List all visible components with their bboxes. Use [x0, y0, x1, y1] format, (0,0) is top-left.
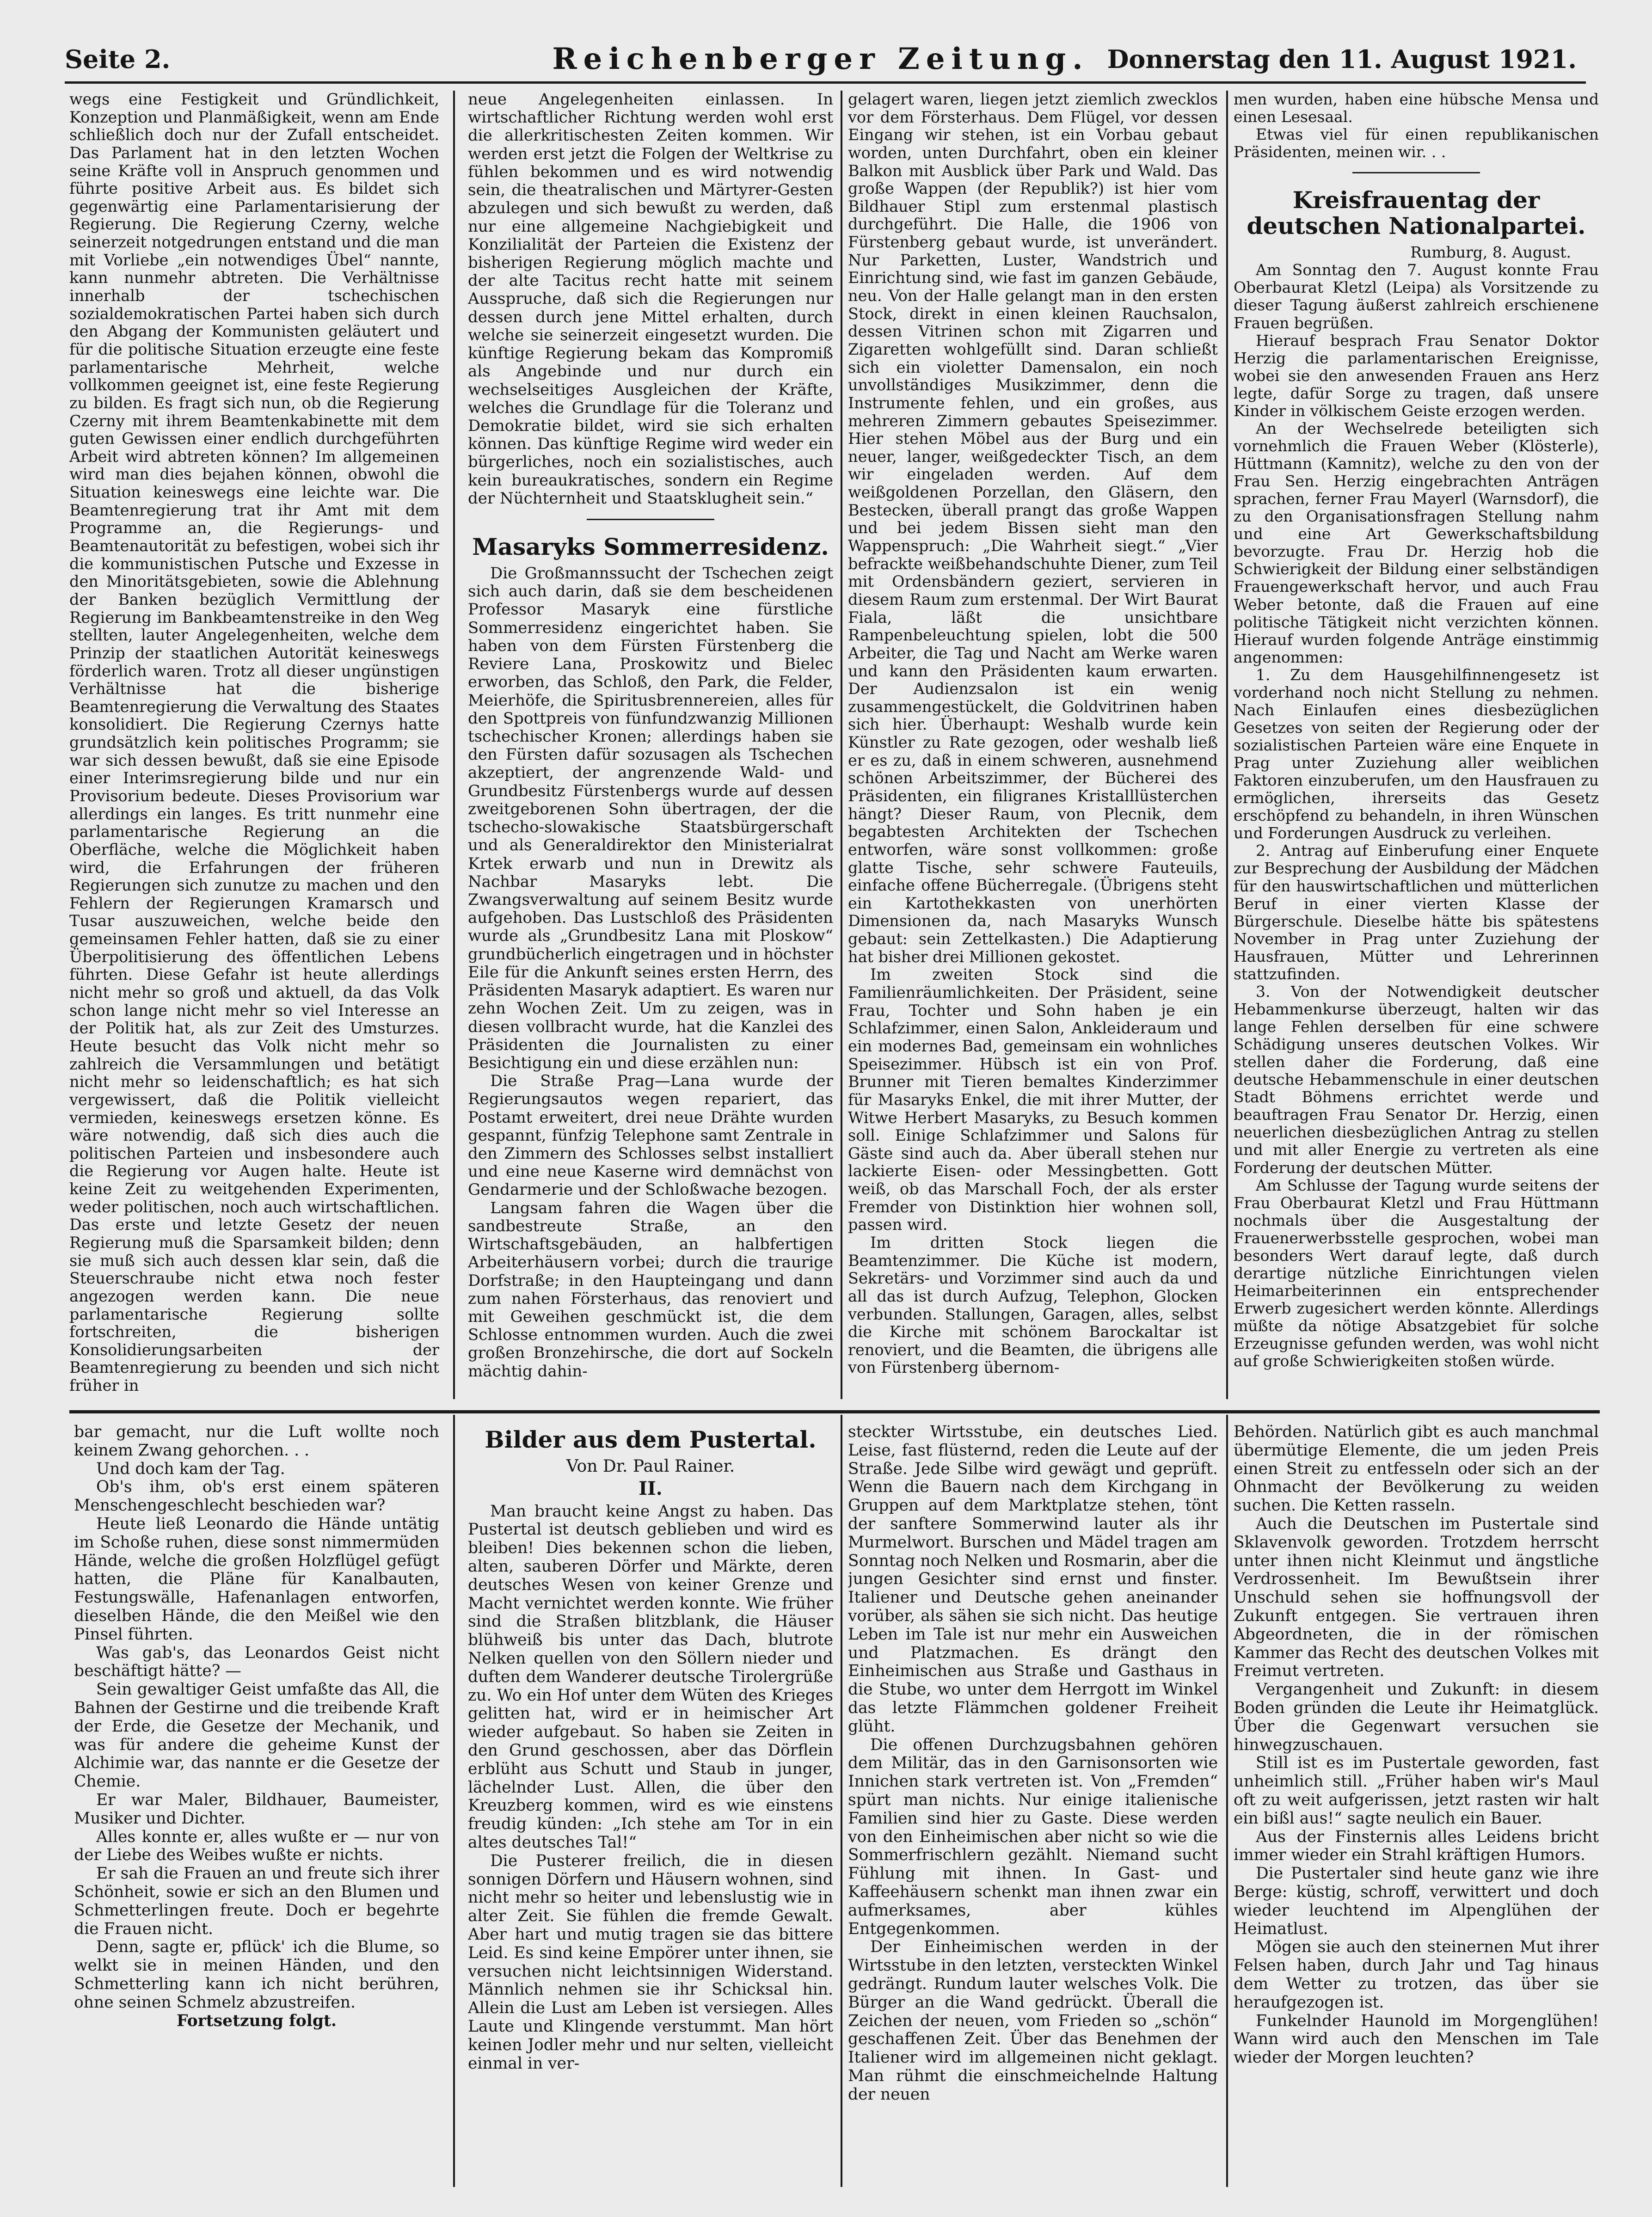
feuilleton-paragraph: Mögen sie auch den steinernen Mut ihrer Felsen haben, durch Jahr und Tag hinaus dem Wetter zu trotzen, das über sie heraufgezogen ist. — [1234, 1938, 1599, 2012]
article-paragraph: Die Großmannssucht der Tschechen zeigt sich auch darin, daß sie dem bescheidenen Professor Masaryk eine fürstliche Sommerresidenz eingerichtet haben. Sie haben von dem Fürsten Fürstenberg die Reviere Lana, Proskowitz und Bielec erworben, das Schloß, den Park, die Felder, Meierhöfe, die Spiritusbrennereien, alles für den Spottpreis von fünfundzwanzig Millionen tschechischer Kronen; allerdings haben sie den Fürsten dafür sozusagen als Tschechen akzeptiert, der angrenzende Wald- und Grundbesitz Fürstenbergs wurde auf dessen zweitgeborenen Sohn übertragen, der die tschecho-slowakische Staatsbürgerschaft und als Generaldirektor den Ministerialrat Krtek erwarb und nun in Drewitz als Nachbar Masaryks lebt. Die Zwangsverwaltung auf seinem Besitz wurde aufgehoben. Das Lustschloß des Präsidenten wurde als „Grundbesitz Lana mit Ploskow“ grundbücherlich eingetragen und in höchster Eile für die Ankunft seines ersten Herrn, des Präsidenten Masaryk adaptiert. Es waren nur zehn Wochen Zeit. Um zu zeigen, was in diesen vollbracht wurde, hat die Kanzlei des Präsidenten die Journalisten zu einer Besichtigung ein und diese erzählen nun: — [468, 564, 833, 1072]
newspaper-masthead: Reichenberger Zeitung. — [552, 42, 1089, 76]
motion-item: 1. Zu dem Hausgehilfinnengesetz ist vorderhand noch nicht Stellung zu nehmen. Nach Einlaufen eines diesbezüglichen Gesetzes von seiten der Regierung oder der sozialistischen Parteien wäre eine Enquete in Prag unter Zuziehung aller weiblichen Faktoren einzuberufen, um den Hausfrauen zu ermöglichen, ihrerseits das Gesetz erschöpfend zu behandeln, in ihren Wünschen und Forderungen Ausdruck zu verleihen. — [1234, 665, 1599, 842]
motion-item: 2. Antrag auf Einberufung einer Enquete zur Besprechung der Ausbildung der Mädchen für den hauswirtschaftlichen und mütterlichen Beruf in einer vierten Klasse der Bürgerschule. Dieselbe hätte bis spätestens November in Prag unter Zuziehung der Hausfrauen, Mütter und Lehrerinnen stattzufinden. — [1234, 841, 1599, 983]
article-paragraph: Am Schlusse der Tagung wurde seitens der Frau Oberbaurat Kletzl und Frau Hüttmann nochmals über die Ausgestaltung der Frauenerwerbsstelle gesprochen, wobei man besonders Wert darauf legte, daß durch derartige nützliche Einrichtungen vielen Heimarbeiterinnen ein entsprechender Erwerb zugesichert werden könnte. Allerdings müßte da nötige Absatzgebiet für solche Erzeugnisse gefunden werden, was wohl nicht auf große Schwierigkeiten stoßen würde. — [1234, 1176, 1599, 1370]
feuilleton-paragraph: Behörden. Natürlich gibt es auch manchmal übermütige Elemente, die um jeden Preis einen Streit zu entfesseln oder sich an der Ohnmacht der Bevölkerung zu weiden suchen. Die Ketten rasseln. — [1234, 1423, 1599, 1515]
column-rule — [841, 1415, 842, 2187]
column-1-paragraph: wegs eine Festigkeit und Gründlichkeit, Konzeption und Planmäßigkeit, wenn am Ende schließlich doch nur der Zufall entscheidet. Das Parlament hat in den letzten Wochen seine Kräfte voll in Anspruch genommen und führte positive Arbeit aus. Es bildet sich gegenwärtig eine Parlamentarisierung der Regierung. Die Regierung Czerny, welche seinerzeit notgedrungen entstand und die man mit Vorliebe „ein notwendiges Übel“ nannte, kann nunmehr abtreten. Die Verhältnisse innerhalb der tschechischen sozialdemokratischen Partei haben sich durch den Abgang der Kommunisten geläutert und für die politische Situation erzeugte eine feste parlamentarische Mehrheit, welche vollkommen geeignet ist, eine feste Regierung zu bilden. Es fragt sich nun, ob die Regierung Czerny mit ihrem Beamtenkabinette mit dem guten Gewissen einer endlich durchgeführten Arbeit wird abtreten können? Im allgemeinen wird man dies bejahen können, obwohl die Situation keineswegs eine leichte war. Die Beamtenregierung trat ihr Amt mit dem Programme an, die Regierungs- und Beamtenautorität zu befestigen, wobei sich ihr die kommunistischen Putsche und Exzesse in den Minoritätsgebieten, sowie die Ablehnung der Banken bezüglich Vermittlung der Regierung im Bankbeamtenstreike in den Weg stellten, lauter Angelegenheiten, welche dem Prinzip der staatlichen Autorität keineswegs förderlich waren. Trotz all dieser ungünstigen Verhältnisse hat die bisherige Beamtenregierung die Verwaltung des Staates konsolidiert. Die Regierung Czernys hatte grundsätzlich kein politisches Programm; sie war sich dessen bewußt, daß sie eine Episode einer Interimsregierung bilde und nur ein Provisorium bedeute. Dieses Provisorium war allerdings ein langes. Es tritt nunmehr eine parlamentarische Regierung an die Oberfläche, welche die Möglichkeit haben wird, die Erfahrungen der früheren Regierungen sich zunutze zu machen und den Fehlern der Regierungen Kramarsch und Tusar auszuweichen, welche beide den gemeinsamen Fehler hatten, daß sie zu einer Überpolitisierung des öffentlichen Lebens führten. Diese Gefahr ist heute allerdings nicht mehr so groß und aktuell, da das Volk schon lange nicht mehr so viel Interesse an der Politik hat, als zur Zeit des Umsturzes. Heute besucht das Volk nicht mehr so zahlreich die Versammlungen und betätigt nicht mehr so leidenschaftlich; es hat sich vergewissert, daß die Politik vielleicht vermieden, keineswegs ersetzen könne. Es wäre notwendig, daß sich dies auch die politischen Parteien und insbesondere auch die Regierung vor Augen halte. Heute ist keine Zeit zu weitgehenden Experimenten, weder politischen, noch auch wirtschaftlichen. Das erste und letzte Gesetz der neuen Regierung muß die Sparsamkeit bilden; denn sie muß sich auch dessen klar sein, daß die Steuerschraube nicht etwa noch fester angezogen werden kann. Die neue parlamentarische Regierung sollte fortschreiten, die bisherigen Konsolidierungsarbeiten der Beamtenregierung zu beenden und sich nicht früher in — [69, 91, 439, 1394]
issue-date: Donnerstag den 11. August 1921. — [1107, 44, 1577, 74]
feuilleton-paragraph: steckter Wirtsstube, ein deutsches Lied. Leise, fast flüsternd, reden die Leute auf der Straße. Jede Silbe wird gewägt und geprüft. Wenn die Bauern nach dem Kirchgang in Gruppen auf dem Marktplatze stehen, tönt der sanftere Sommerwind lauter als ihr Murmelwort. Burschen und Mädel tragen am Sonntag noch Nelken und Rosmarin, aber die jungen Gesichter sind ernst und finster. Italiener und Deutsche gehen aneinander vorüber, als sähen sie sich nicht. Das heutige Leben im Tale ist nur mehr ein Ausweichen und Platzmachen. Es drängt den Einheimischen aus Straße und Gasthaus in die Stube, wo unter dem Herrgott im Winkel das letzte Flämmchen goldener Freiheit glüht. — [848, 1423, 1218, 1736]
article-paragraph: Langsam fahren die Wagen über die sandbestreute Straße, an den Wirtschaftsgebäuden, an halbfertigen Arbeiterhäusern vorbei; durch die traurige Dorfstraße; in den Haupteingang und dann zum nahen Försterhaus, das renoviert und mit Geweihen geschmückt ist, die dem Schlosse entnommen wurden. Auch die zwei großen Bronzehirsche, die dort auf Sockeln mächtig dahin- — [468, 1198, 833, 1381]
feuilleton-rule — [69, 1410, 1600, 1413]
column-3 — [848, 91, 1218, 1394]
article-paragraph: Hierauf besprach Frau Senator Doktor Herzig die parlamentarischen Ereignisse, wobei sie den anwesenden Frauen ans Herz legte, dafür Sorge zu tragen, daß unsere Kinder in völkischem Geiste erzogen werden. — [1234, 331, 1599, 420]
feuilleton-paragraph: Alles konnte er, alles wußte er — nur von der Liebe des Weibes wußte er nichts. — [74, 1827, 439, 1865]
column-rule — [453, 1415, 455, 2187]
column-3-paragraph: gelagert waren, liegen jetzt ziemlich zwecklos vor dem Försterhaus. Dem Flügel, vor dessen Eingang wir stehen, ist ein Vorbau gebaut worden, unten Durchfahrt, oben ein kleiner Balkon mit Ausblick über Park und Wald. Das große Wappen (der Republik?) ist hier vom Bildhauer Stipl zum erstenmal plastisch durchgeführt. Die Halle, die 1906 von Fürstenberg gebaut wurde, ist unverändert. Nur Parketten, Luster, Wandstrich und Einrichtung sind, wie fast im ganzen Gebäude, neu. Von der Halle gelangt man in den ersten Stock, direkt in einen kleinen Rauchsalon, dessen Vitrinen schon mit Zigarren und Zigaretten wohlgefüllt sind. Daran schließt sich ein violetter Damensalon, ein noch unvollständiges Musikzimmer, denn die Instrumente fehlen, und ein großes, aus mehreren Zimmern gebautes Speisezimmer. Hier stehen Möbel aus der Burg und ein neuer, langer, weißgedeckter Tisch, an dem wir eingeladen werden. Auf dem weißgoldenen Porzellan, den Gläsern, den Bestecken, überall prangt das große Wappen und bei jedem Bissen sieht man den Wappenspruch: „Die Wahrheit siegt.“ „Vier befrackte weißbehandschuhte Diener, zum Teil mit Ordensbändern geziert, servieren in diesem Raum zum erstenmal. Der Wirt Baurat Fiala, läßt die unsichtbare Rampenbeleuchtung spielen, lobt die 500 Arbeiter, die Tag und Nacht am Werke waren und kann den Präsidenten kaum erwarten. Der Audienzsalon ist ein wenig zusammengestückelt, die Goldvitrinen haben sich hier. Überhaupt: Weshalb wurde kein Künstler zu Rate gezogen, oder weshalb ließ er es zu, daß in einem schweren, ausnehmend schönen Arbeitszimmer, der Bücherei des Präsidenten, ein filigranes Kristalllüsterchen hängt? Dieser Raum, von Plecnik, dem begabtesten Architekten der Tschechen entworfen, wäre sonst vollkommen: große glatte Tische, sehr schwere Fauteuils, einfache offene Bücherregale. (Übrigens steht ein Kartothekkasten von unerhörten Dimensionen da, nach Masaryks Wunsch gebaut: sein Zettelkasten.) Die Adaptierung hat bisher drei Millionen gekostet. — [848, 91, 1218, 966]
feuilleton-paragraph: Still ist es im Pustertale geworden, fast unheimlich still. „Früher haben wir's Maul oft zu weit aufgerissen, jetzt rasten wir halt ein bißl aus!“ sagte neulich ein Bauer. — [1234, 1754, 1599, 1828]
column-1 — [69, 91, 439, 1394]
column-2 — [468, 91, 833, 1394]
feuilleton-title: Bilder aus dem Pustertal. — [485, 1426, 817, 1453]
column-3-paragraph: Im zweiten Stock sind die Familienräumlichkeiten. Der Präsident, seine Frau, Tochter und Sohn haben je ein Schlafzimmer, einen Salon, Ankleideraum und ein modernes Bad, gemeinsam ein wohnliches Speisezimmer. Hübsch ist ein von Prof. Brunner mit Tieren bemaltes Kinderzimmer für Masaryks Enkel, die mit ihrer Mutter, der Witwe Herbert Masaryks, zu Besuch kommen soll. Einige Schlafzimmer und Salons für Gäste sind auch da. Aber überall stehen nur lackierte Eisen- oder Messingbetten. Gott weiß, ob das Marschall Foch, der als erster Fremder von Distinktion hier wohnen soll, passen wird. — [848, 965, 1218, 1234]
article-dateline: Rumburg, 8. August. — [1410, 243, 1571, 262]
feuilleton-column-2 — [468, 1423, 833, 2181]
feuilleton-paragraph: Was gab's, das Leonardos Geist nicht beschäftigt hätte? — — [74, 1643, 439, 1681]
column-rule — [1226, 1415, 1228, 2187]
column-4 — [1234, 91, 1599, 1394]
column-3-paragraph: Im dritten Stock liegen die Beamtenzimmer. Die Küche ist modern, Sekretärs- und Vorzimmer sind auch da und all das ist durch Aufzug, Telephon, Glocken verbunden. Stallungen, Garagen, alles, selbst die Kirche mit schönem Barockaltar ist renoviert, und die Beamten, die übrigens alle von Fürstenberg übernom- — [848, 1234, 1218, 1377]
article-separator — [587, 519, 715, 520]
feuilleton-column-4 — [1234, 1423, 1599, 2181]
feuilleton-paragraph: Funkelnder Haunold im Morgenglühen! Wann wird auch den Menschen im Tale wieder der Morgen leuchten? — [1234, 2011, 1599, 2067]
feuilleton-paragraph: Die Pustertaler sind heute ganz wie ihre Berge: küstig, schroff, verwittert und doch wieder leuchtend im Alpenglühen der Heimatlust. — [1234, 1864, 1599, 1938]
feuilleton-paragraph: Heute ließ Leonardo die Hände untätig im Schoße ruhen, diese sonst nimmermüden Hände, welche die großen Holzflügel gefügt hatten, die Pläne für Kanalbauten, Festungswälle, Hafenanlagen entworfen, dieselben Hände, die den Meißel wie den Pinsel führten. — [74, 1514, 439, 1644]
column-2-paragraph: neue Angelegenheiten einlassen. In wirtschaftlicher Richtung werden wohl erst die allerkritischesten Zeiten kommen. Wir werden erst jetzt die Folgen der Weltkrise zu fühlen bekommen und es wird notwendig sein, die theatralischen und Märtyrer-Gesten abzulegen und sich bewußt zu werden, daß nur eine allgemeine Nachgiebigkeit und Konzilialität der Parteien die Existenz der bisherigen Regierung möglich machte und der alte Tacitus recht hatte mit seinem Ausspruche, daß sich die Regierungen nur dessen durch jene Mittel erhalten, durch welche sie seinerzeit eingesetzt wurden. Die künftige Regierung bekam das Kompromiß als Angebinde und nur durch ein wechselseitiges Ausgleichen der Kräfte, welches die Grundlage für die Toleranz und Demokratie bildet, wird sie sich erhalten können. Das künftige Regime wird weder ein bürgerliches, noch ein sozialistisches, auch kein bureaukratisches, sondern ein Regime der Nüchternheit und Staatsklugheit sein.“ — [468, 91, 833, 508]
feuilleton-paragraph: Sein gewaltiger Geist umfaßte das All, die Bahnen der Gestirne und die treibende Kraft der Erde, die Gesetze der Mechanik, und was für andere die geheime Kunst der Alchimie war, das nannte er die Gesetze der Chemie. — [74, 1680, 439, 1791]
article-paragraph: An der Wechselrede beteiligten sich vornehmlich die Frauen Weber (Klösterle), Hüttmann (Kamnitz), welche zu den von der Frau Sen. Herzig eingebrachten Anträgen sprachen, ferner Frau Mayerl (Warnsdorf), die zu den Organisationsfragen Stellung nahm und eine Art Gewerkschaftsbildung bevorzugte. Frau Dr. Herzig hob die Schwierigkeit der Bildung einer selbständigen Frauengewerkschaft hervor, und auch Frau Weber betonte, daß die Frauen auf eine politische Tätigkeit nicht verzichten können. Hierauf wurden folgende Anträge einstimmig angenommen: — [1234, 419, 1599, 666]
article-paragraph: Die Straße Prag—Lana wurde der Regierungsautos wegen repariert, das Postamt erweitert, drei neue Drähte wurden gespannt, fünfzig Telephone samt Zentrale in den Zimmern des Schlosses selbst installiert und eine neue Kaserne wird demnächst von Gendarmerie und der Schloßwache bezogen. — [468, 1072, 833, 1199]
feuilleton-paragraph: Und doch kam der Tag. — [96, 1459, 285, 1478]
feuilleton-column-1 — [74, 1423, 439, 2181]
column-4-paragraph: Etwas viel für einen republikanischen Präsidenten, meinen wir. . . — [1234, 125, 1599, 161]
column-rule — [1226, 91, 1228, 1399]
feuilleton-byline: Von Dr. Paul Rainer. — [566, 1457, 735, 1476]
feuilleton-paragraph: Die Pusterer freilich, die in diesen sonnigen Dörfern und Häusern wohnen, sind nicht mehr so heiter und lebenslustig wie in alter Zeit. Sie fühlen die fremde Gewalt. Aber hart und mutig tragen sie das bittere Leid. Es sind keine Empörer unter ihnen, sie versuchen nicht leichtsinnigen Widerstand. Männlich nehmen sie ihr Schicksal hin. Allein die Lust am Leben ist versiegen. Alles Laute und Klingende verstummt. Man hört keinen Jodler mehr und nur selten, vielleicht einmal in ver- — [468, 1851, 833, 2073]
feuilleton-column-3 — [848, 1423, 1218, 2181]
column-4-paragraph: men wurden, haben eine hübsche Mensa und einen Lesesaal. — [1234, 91, 1599, 126]
column-rule — [841, 91, 842, 1399]
column-rule — [453, 91, 455, 1399]
feuilleton-paragraph: Ob's ihm, ob's erst einem späteren Menschengeschlecht beschieden war? — [74, 1478, 439, 1515]
feuilleton-paragraph: Die offenen Durchzugsbahnen gehören dem Militär, das in den Garnisonsorten wie Innichen stark vertreten ist. Von „Fremden“ spürt man nichts. Nur einige italienische Familien sind hier zu Gaste. Diese werden von den Einheimischen aber nicht so wie die Sommerfrischlern gezählt. Niemand sucht Fühlung mit ihnen. In Gast- und Kaffeehäusern schenkt man ihnen zwar ein aufmerksames, aber kühles Entgegenkommen. — [848, 1735, 1218, 1938]
feuilleton-paragraph: Er sah die Frauen an und freute sich ihrer Schönheit, sowie er sich an den Blumen und Schmetterlingen freute. Doch er begehrte die Frauen nicht. — [74, 1864, 439, 1938]
article-title-masaryk: Masaryks Sommerresidenz. — [472, 533, 829, 561]
feuilleton-paragraph: Er war Maler, Bildhauer, Baumeister, Musiker und Dichter. — [74, 1790, 439, 1828]
continuation-note: Fortsetzung folgt. — [177, 2011, 337, 2030]
feuilleton-paragraph: Aus der Finsternis alles Leidens bricht immer wieder ein Strahl kräftigen Humors. — [1234, 1827, 1599, 1865]
feuilleton-paragraph: Vergangenheit und Zukunft: in diesem Boden gründen die Leute ihr Heimatglück. Über die Gegenwart versuchen sie hinwegzuschauen. — [1234, 1680, 1599, 1754]
feuilleton-paragraph: Auch die Deutschen im Pustertale sind Sklavenvolk geworden. Trotzdem herrscht unter ihnen nicht Kleinmut und ängstliche Verdrossenheit. Im Bewußtsein ihrer Unschuld sehen sie hoffnungsvoll der Zukunft entgegen. Sie vertrauen ihren Abgeordneten, die in der römischen Kammer das Recht des deutschen Volkes mit Freimut vertreten. — [1234, 1514, 1599, 1681]
article-title-kreisfrauentag: Kreisfrauentag der deutschen Nationalpartei. — [1247, 186, 1586, 240]
motion-item: 3. Von der Notwendigkeit deutscher Hebammenkurse überzeugt, halten wir das lange Fehlen derselben für eine schwere Schädigung unseres deutschen Volkes. Wir stellen daher die Forderung, daß eine deutsche Hebammenschule in einer deutschen Stadt Böhmens errichtet werde und beauftragen Frau Senator Dr. Herzig, einen neuerlichen diesbezüglichen Antrag zu stellen und mit aller Energie zu vertreten als eine Forderung der deutschen Mütter. — [1234, 982, 1599, 1177]
feuilleton-paragraph: bar gemacht, nur die Luft wollte noch keinem Zwang gehorchen. . . — [74, 1423, 439, 1460]
header-rule — [65, 81, 1586, 84]
article-separator — [1352, 172, 1480, 173]
feuilleton-paragraph: Man braucht keine Angst zu haben. Das Pustertal ist deutsch geblieben und wird es bleiben! Dies bekennen schon die lieben, alten, sauberen Dörfer und Märkte, deren deutsches Wesen von keiner Grenze und Macht vernichtet werden konnte. Wie früher sind die Straßen blitzblank, die Häuser blühweiß bis unter das Dach, blutrote Nelken quellen von den Söllern nieder und duften dem Wanderer deutsche Tirolergrüße zu. Wo ein Hof unter dem Wüten des Krieges gelitten hat, wird er in heimischer Art wieder aufgebaut. So haben sie Zeiten in den Grund geschossen, aber das Dörflein erblüht aus Schutt und Staub in junger, lächelnder Lust. Allen, die über den Kreuzberg kommen, wird es wie einstens freudig künden: „Ich stehe am Tor in ein altes deutsches Tal!“ — [468, 1502, 833, 1852]
page-number: Seite 2. — [65, 44, 171, 74]
feuilleton-paragraph: Der Einheimischen werden in der Wirtsstube in den letzten, versteckten Winkel gedrängt. Rundum lauter welsches Volk. Die Bürger an die Wand gedrückt. Überall die Zeichen der neuen, vom Frieden so „schön“ geschaffenen Zeit. Über das Benehmen der Italiener wird im allgemeinen nicht geklagt. Man rühmt die einschmeichelnde Haltung der neuen — [848, 1938, 1218, 2104]
feuilleton-section-number: II. — [639, 1477, 663, 1499]
feuilleton-paragraph: Denn, sagte er, pflück' ich die Blume, so welkt sie in meinen Händen, und den Schmetterling kann ich nicht berühren, ohne seinen Schmelz abzustreifen. — [74, 1938, 439, 2012]
article-paragraph: Am Sonntag den 7. August konnte Frau Oberbaurat Kletzl (Leipa) als Vorsitzende zu dieser Tagung äußerst zahlreich erschienene Frauen begrüßen. — [1234, 261, 1599, 332]
page-header — [65, 37, 1577, 80]
